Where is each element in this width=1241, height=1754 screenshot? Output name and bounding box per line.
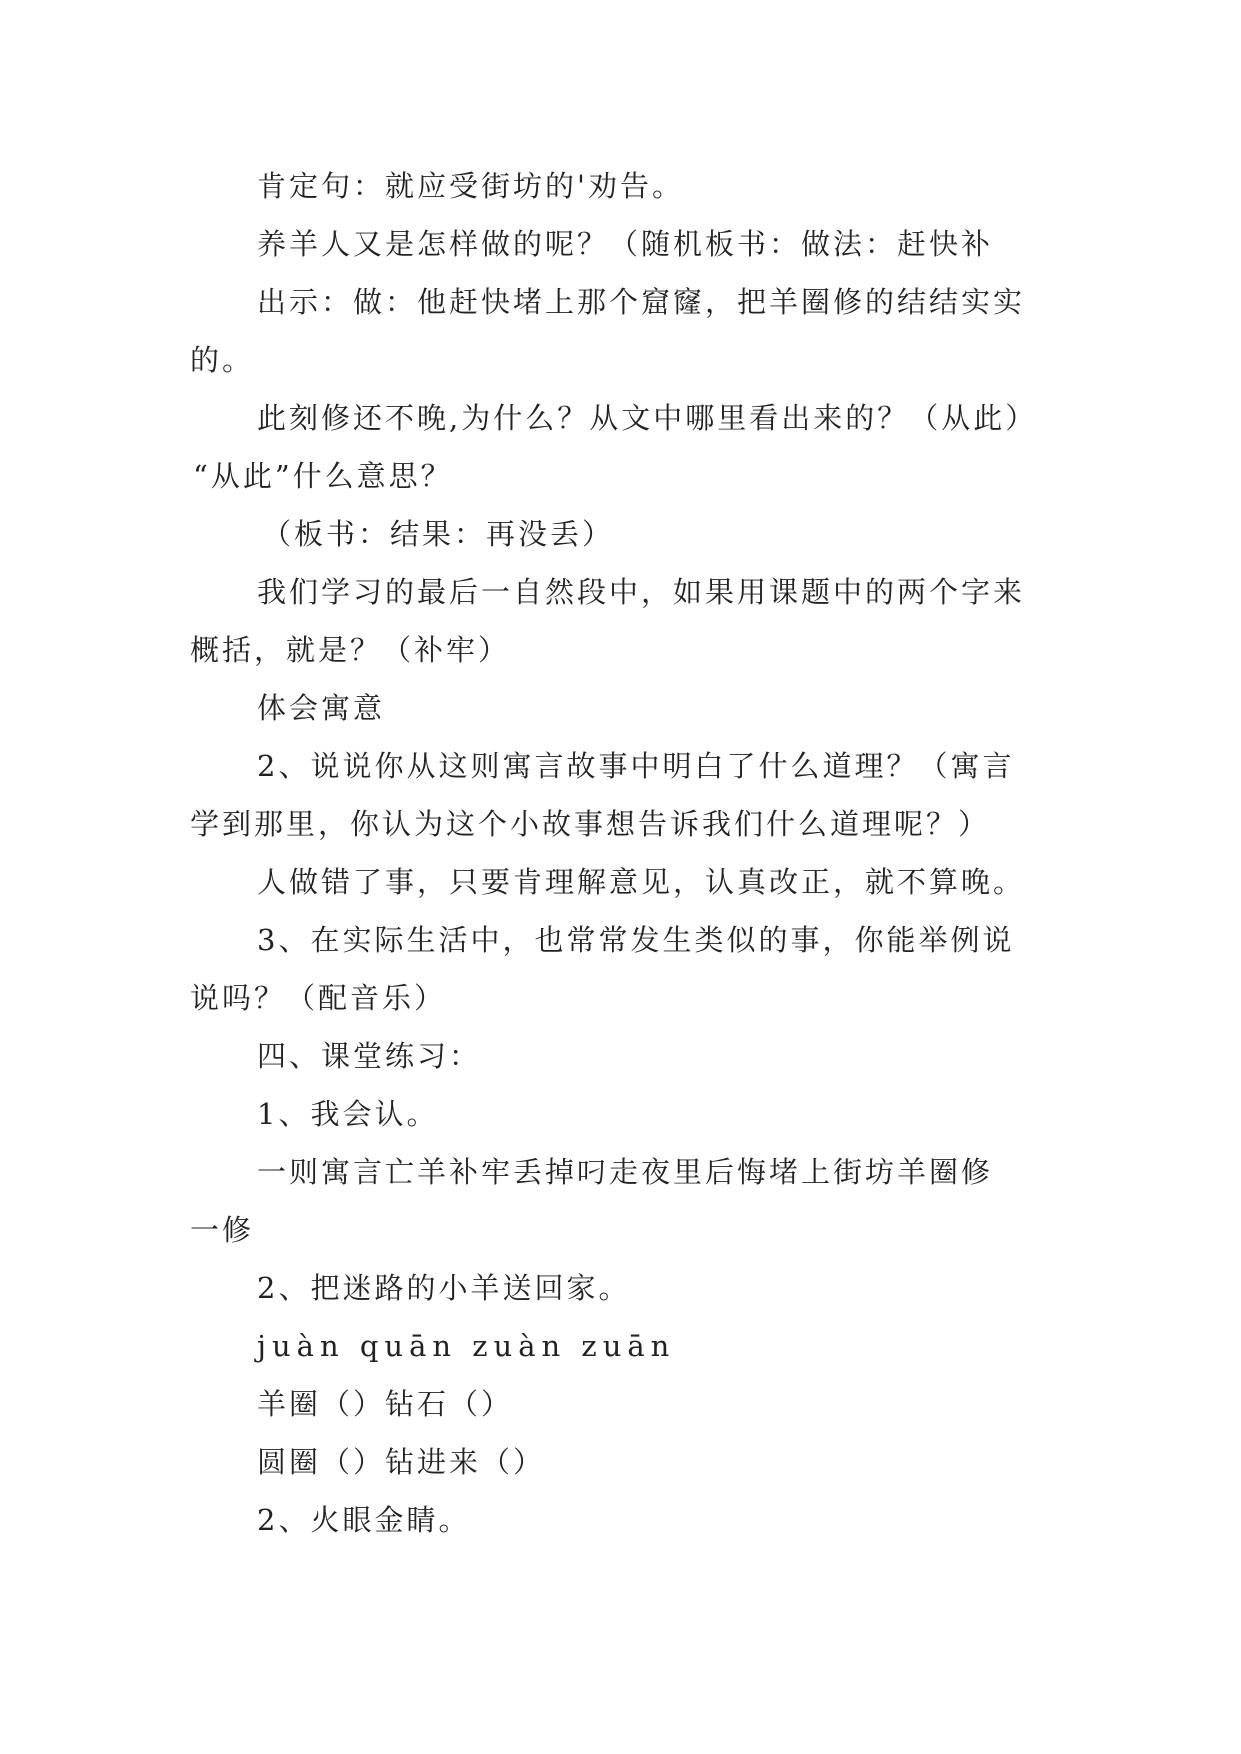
- text-line-question-why: 此刻修还不晚,为什么？从文中哪里看出来的？（从此）: [257, 401, 1038, 435]
- text-line-exercise-1: 1、我会认。: [257, 1097, 439, 1131]
- text-line-affirmative-sentence: 肯定句：就应受街坊的'劝告。: [257, 169, 684, 203]
- text-line-question-2-cont: 学到那里，你认为这个小故事想告诉我们什么道理呢？）: [190, 807, 991, 841]
- text-line-congci-meaning: “从此”什么意思？: [193, 459, 453, 493]
- text-line-exercise-heading: 四、课堂练习：: [257, 1039, 482, 1073]
- text-line-question-2: 2、说说你从这则寓言故事中明白了什么道理？（寓言: [257, 749, 1015, 783]
- text-line-pinyin: juàn quān zuàn zuān: [257, 1329, 676, 1363]
- text-line-question-3: 3、在实际生活中，也常常发生类似的事，你能举例说: [257, 923, 1015, 957]
- text-line-vocab-list: 一则寓言亡羊补牢丢掉叼走夜里后悔堵上街坊羊圈修: [257, 1155, 994, 1189]
- text-line-moral: 人做错了事，只要肯理解意见，认真改正，就不算晚。: [257, 865, 1026, 899]
- text-line-vocab-list-cont: 一修: [190, 1213, 255, 1247]
- text-line-continuation: 的。: [190, 343, 255, 377]
- text-line-exercise-2: 2、把迷路的小羊送回家。: [257, 1271, 631, 1305]
- text-line-shepherd-action: 养羊人又是怎样做的呢？（随机板书：做法：赶快补: [257, 227, 994, 261]
- text-line-question-3-cont: 说吗？（配音乐）: [190, 981, 447, 1015]
- text-line-exercise-3: 2、火眼金睛。: [257, 1503, 471, 1537]
- text-line-board-result: （板书：结果：再没丢）: [262, 517, 615, 551]
- text-line-fill-2: 圆圈（）钻进来（）: [257, 1445, 546, 1479]
- text-line-last-paragraph: 我们学习的最后一自然段中，如果用课题中的两个字来: [257, 575, 1026, 609]
- text-line-show-action: 出示：做：他赶快堵上那个窟窿，把羊圈修的结结实实: [257, 285, 1026, 319]
- text-line-moral-heading: 体会寓意: [257, 691, 386, 725]
- text-line-fill-1: 羊圈（）钻石（）: [257, 1387, 514, 1421]
- text-line-summary: 概括，就是？（补牢）: [190, 633, 511, 667]
